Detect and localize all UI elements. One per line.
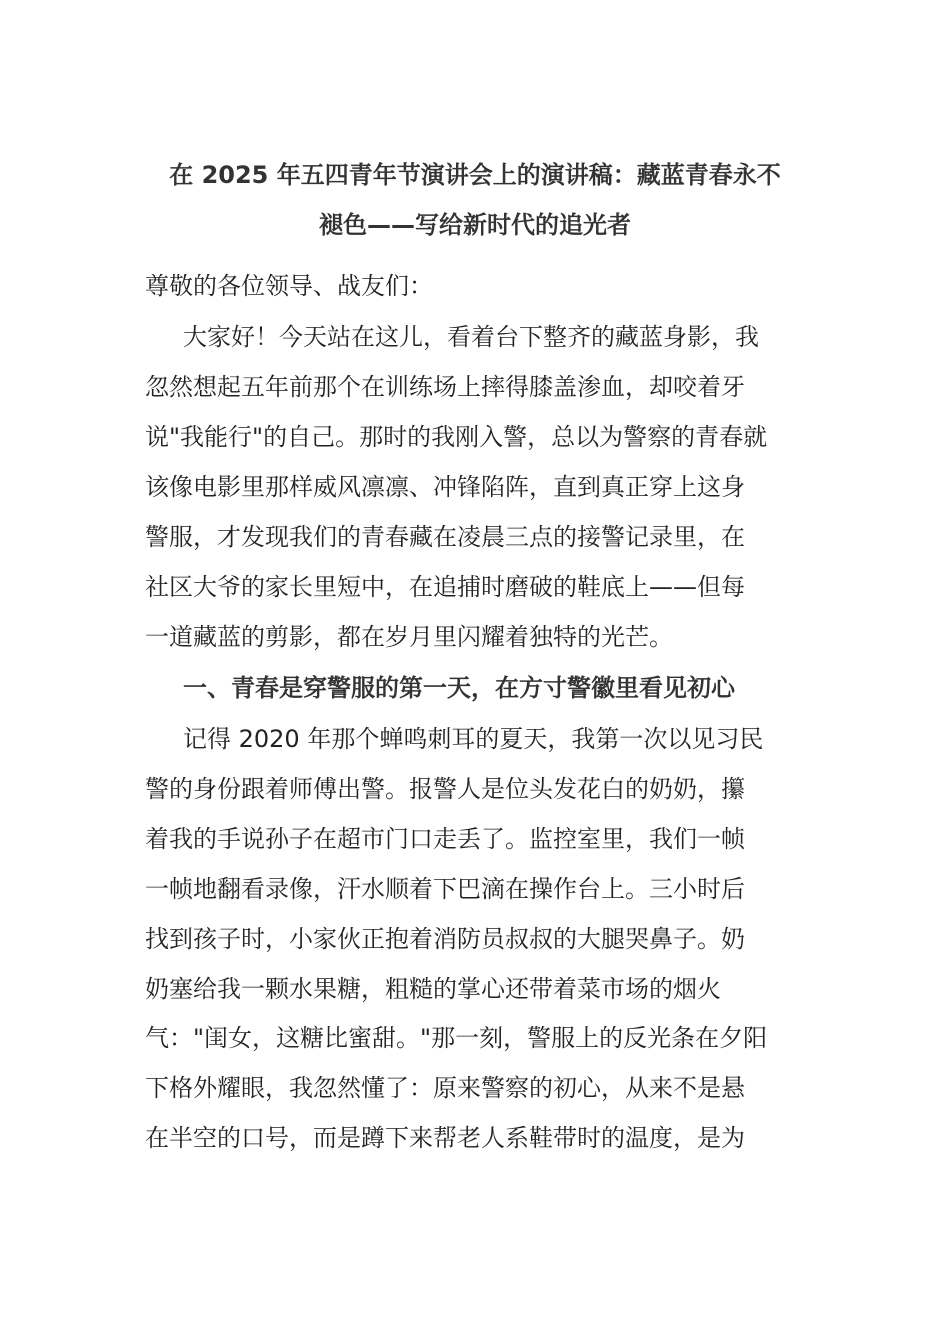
paragraph-1-line: 一道藏蓝的剪影，都在岁月里闪耀着独特的光芒。 (145, 623, 673, 651)
paragraph-2-line: 气："闺女，这糖比蜜甜。"那一刻，警服上的反光条在夕阳 (145, 1024, 768, 1052)
paragraph-1-line: 大家好！今天站在这儿，看着台下整齐的藏蓝身影，我 (183, 323, 759, 351)
section-1-heading: 一、青春是穿警服的第一天，在方寸警徽里看见初心 (183, 674, 735, 702)
paragraph-2-line: 警的身份跟着师傅出警。报警人是位头发花白的奶奶，攥 (145, 775, 745, 803)
paragraph-2-line: 在半空的口号，而是蹲下来帮老人系鞋带时的温度，是为 (145, 1124, 745, 1152)
document-title-line-1: 在 2025 年五四青年节演讲会上的演讲稿：藏蓝青春永不 (169, 161, 781, 189)
paragraph-2-line: 着我的手说孙子在超市门口走丢了。监控室里，我们一帧 (145, 825, 745, 853)
paragraph-1-line: 警服，才发现我们的青春藏在凌晨三点的接警记录里，在 (145, 523, 745, 551)
salutation: 尊敬的各位领导、战友们： (145, 272, 433, 300)
paragraph-2-line: 下格外耀眼，我忽然懂了：原来警察的初心，从来不是悬 (145, 1074, 745, 1102)
paragraph-2-line: 一帧地翻看录像，汗水顺着下巴滴在操作台上。三小时后 (145, 875, 745, 903)
paragraph-1-line: 说"我能行"的自己。那时的我刚入警，总以为警察的青春就 (145, 423, 768, 451)
paragraph-2-line: 找到孩子时，小家伙正抱着消防员叔叔的大腿哭鼻子。奶 (145, 925, 745, 953)
paragraph-1-line: 忽然想起五年前那个在训练场上摔得膝盖渗血，却咬着牙 (145, 373, 745, 401)
paragraph-2-line: 记得 2020 年那个蝉鸣刺耳的夏天，我第一次以见习民 (183, 725, 764, 753)
document-title-line-2: 褪色——写给新时代的追光者 (319, 211, 631, 239)
paragraph-2-line: 奶塞给我一颗水果糖，粗糙的掌心还带着菜市场的烟火 (145, 975, 721, 1003)
paragraph-1-line: 该像电影里那样威风凛凛、冲锋陷阵，直到真正穿上这身 (145, 473, 745, 501)
paragraph-1-line: 社区大爷的家长里短中，在追捕时磨破的鞋底上——但每 (145, 573, 745, 601)
